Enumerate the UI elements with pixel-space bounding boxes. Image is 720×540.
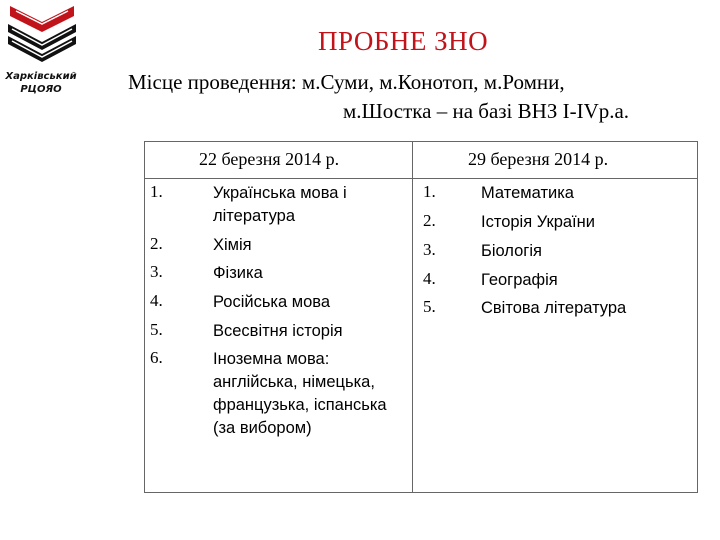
- subject-item: Хімія: [213, 236, 252, 254]
- date-header-right: 29 березня 2014 р.: [468, 149, 609, 169]
- item-number: 1.: [423, 182, 436, 201]
- item-number: 6.: [150, 348, 163, 367]
- date-header-left: 22 березня 2014 р.: [199, 149, 340, 169]
- venue-line-2: м.Шостка – на базі ВНЗ І-ІVр.а.: [343, 99, 630, 123]
- logo-line-2: РЦОЯО: [20, 84, 62, 95]
- item-number: 2.: [423, 211, 436, 230]
- schedule-table: [144, 141, 698, 493]
- subject-item: Географія: [481, 271, 558, 289]
- logo-caption: [2, 70, 80, 96]
- subject-item: Історія України: [481, 213, 595, 231]
- item-number: 4.: [150, 291, 163, 310]
- subject-item: Фізика: [213, 264, 263, 282]
- item-number: 1.: [150, 182, 163, 201]
- item-number: 3.: [150, 262, 163, 281]
- item-number: 5.: [150, 320, 163, 339]
- subject-item: Математика: [481, 184, 574, 202]
- header-divider: [145, 178, 697, 179]
- item-number: 2.: [150, 234, 163, 253]
- subject-item: Біологія: [481, 242, 542, 260]
- book-logo-icon: [4, 2, 80, 72]
- item-number: 4.: [423, 269, 436, 288]
- venue-line-1: Місце проведення: м.Суми, м.Конотоп, м.Ромни,: [128, 70, 565, 94]
- subject-item: Українська мова і література: [213, 184, 347, 225]
- subject-item: Іноземна мова: англійська, німецька, французька, іспанська (за вибором): [213, 350, 387, 437]
- subject-item: Всесвітня історія: [213, 322, 343, 340]
- subject-item: Російська мова: [213, 293, 331, 311]
- subject-item: Світова література: [481, 299, 627, 317]
- item-number: 5.: [423, 297, 436, 316]
- item-number: 3.: [423, 240, 436, 259]
- logo-line-1: Харківський: [5, 71, 77, 82]
- page-title: ПРОБНЕ ЗНО: [318, 26, 489, 56]
